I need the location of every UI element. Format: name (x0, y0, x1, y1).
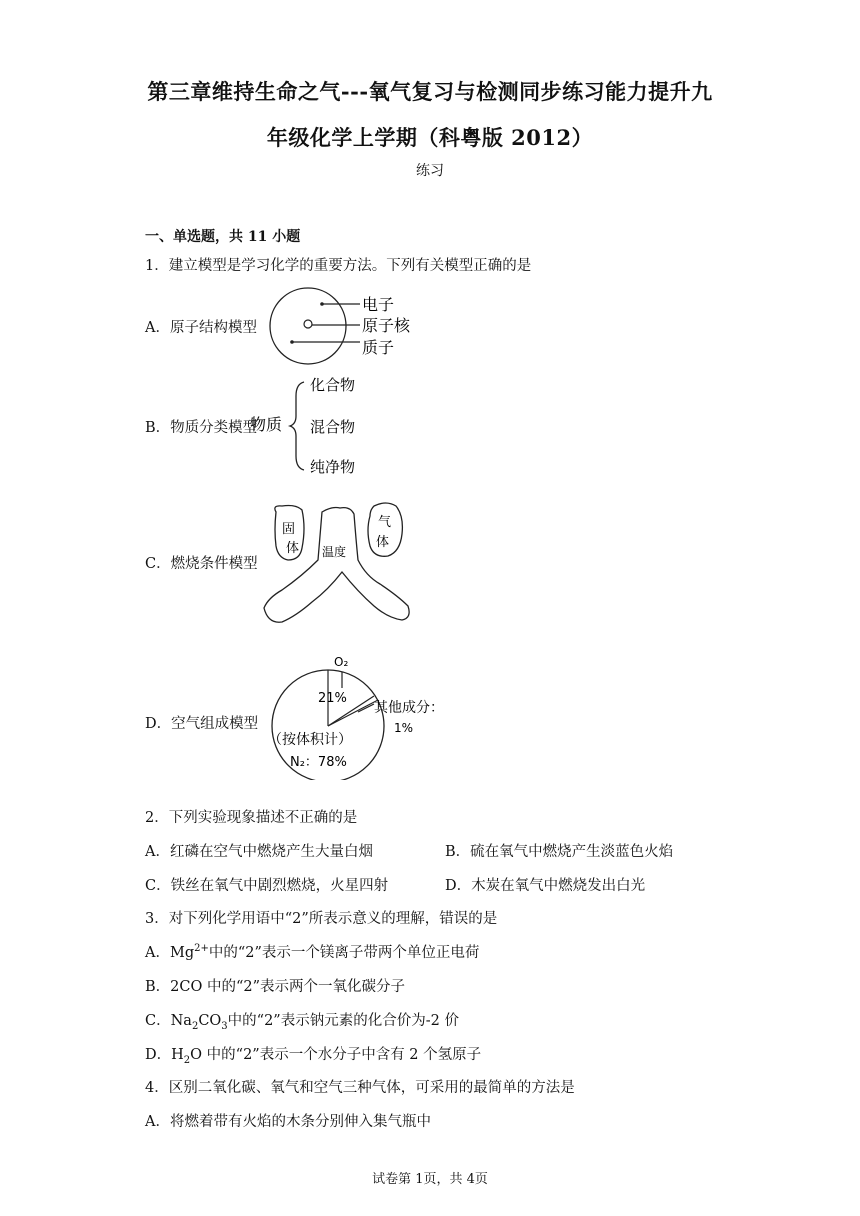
q1-option-a-figure (268, 286, 418, 366)
nucleus-circle (304, 320, 312, 328)
q2-stem: 2．下列实验现象描述不正确的是 (145, 810, 358, 826)
q1-option-d-label: D．空气组成模型 (145, 716, 259, 732)
page-title-line2: 年级化学上学期（科粤版 2012） (266, 125, 594, 150)
label-by-volume: （按体积计） (268, 732, 352, 748)
label-electron: 电子 (362, 295, 395, 314)
label-compound: 化合物 (310, 376, 356, 394)
q1-option-a-label: A．原子结构模型 (145, 320, 257, 336)
svg-text:体: 体 (376, 535, 390, 550)
brace-shape (290, 382, 304, 470)
q1-option-b-label: B．物质分类模型 (145, 420, 258, 436)
q1-option-b-figure (248, 372, 378, 482)
label-pure-substance: 纯净物 (310, 458, 356, 476)
page-subtitle: 练习 (416, 163, 444, 179)
svg-text:体: 体 (286, 541, 300, 556)
label-temperature: 温度 (322, 545, 347, 559)
svg-text:固: 固 (282, 522, 296, 537)
label-mixture: 混合物 (310, 418, 356, 436)
page-title-line1: 第三章维持生命之气---氧气复习与检测同步练习能力提升九 (147, 79, 713, 104)
q4-option-a: A．将燃着带有火焰的木条分别伸入集气瓶中 (145, 1114, 431, 1130)
label-n2-78-percent: N₂：78% (290, 755, 347, 770)
label-other-components: 其他成分： (374, 700, 444, 716)
label-proton: 质子 (362, 338, 395, 357)
label-o2: O₂ (334, 655, 349, 669)
q2-option-c: C．铁丝在氧气中剧烈燃烧，火星四射 (145, 878, 389, 894)
label-1-percent: 1% (394, 721, 414, 735)
section-heading: 一、单选题，共 11 小题 (145, 229, 301, 245)
svg-text:气: 气 (378, 515, 392, 530)
q3-stem: 3．对下列化学用语中“2”所表示意义的理解，错误的是 (145, 911, 498, 927)
q2-option-d: D．木炭在氧气中燃烧发出白光 (445, 878, 646, 894)
q1-option-c-figure (262, 500, 422, 630)
q3-option-a: A．$Mg^{2+}$中的“2”表示一个镁离子带两个单位正电荷 (145, 943, 480, 961)
q2-option-b: B．硫在氧气中燃烧产生淡蓝色火焰 (445, 844, 674, 860)
q2-option-a: A．红磷在空气中燃烧产生大量白烟 (145, 844, 373, 860)
page-footer: 试卷第 1页，共 4页 (372, 1172, 488, 1187)
q3-option-b: B．2CO 中的“2”表示两个一氧化碳分子 (145, 979, 406, 995)
q3-option-d: D．$H_2O$ 中的“2”表示一个水分子中含有 2 个氢原子 (145, 1047, 482, 1066)
label-21-percent: 21% (318, 691, 347, 706)
q1-option-c-label: C．燃烧条件模型 (145, 556, 258, 572)
q4-stem: 4．区别二氧化碳、氧气和空气三种气体，可采用的最简单的方法是 (145, 1080, 575, 1096)
q3-option-c: C．$Na_2CO_3$中的“2”表示钠元素的化合价为-2 价 (145, 1013, 459, 1032)
q1-option-d-figure (262, 650, 462, 780)
label-substance: 物质 (250, 415, 283, 434)
label-nucleus: 原子核 (362, 316, 411, 335)
q1-stem: 1．建立模型是学习化学的重要方法。下列有关模型正确的是 (145, 258, 532, 274)
